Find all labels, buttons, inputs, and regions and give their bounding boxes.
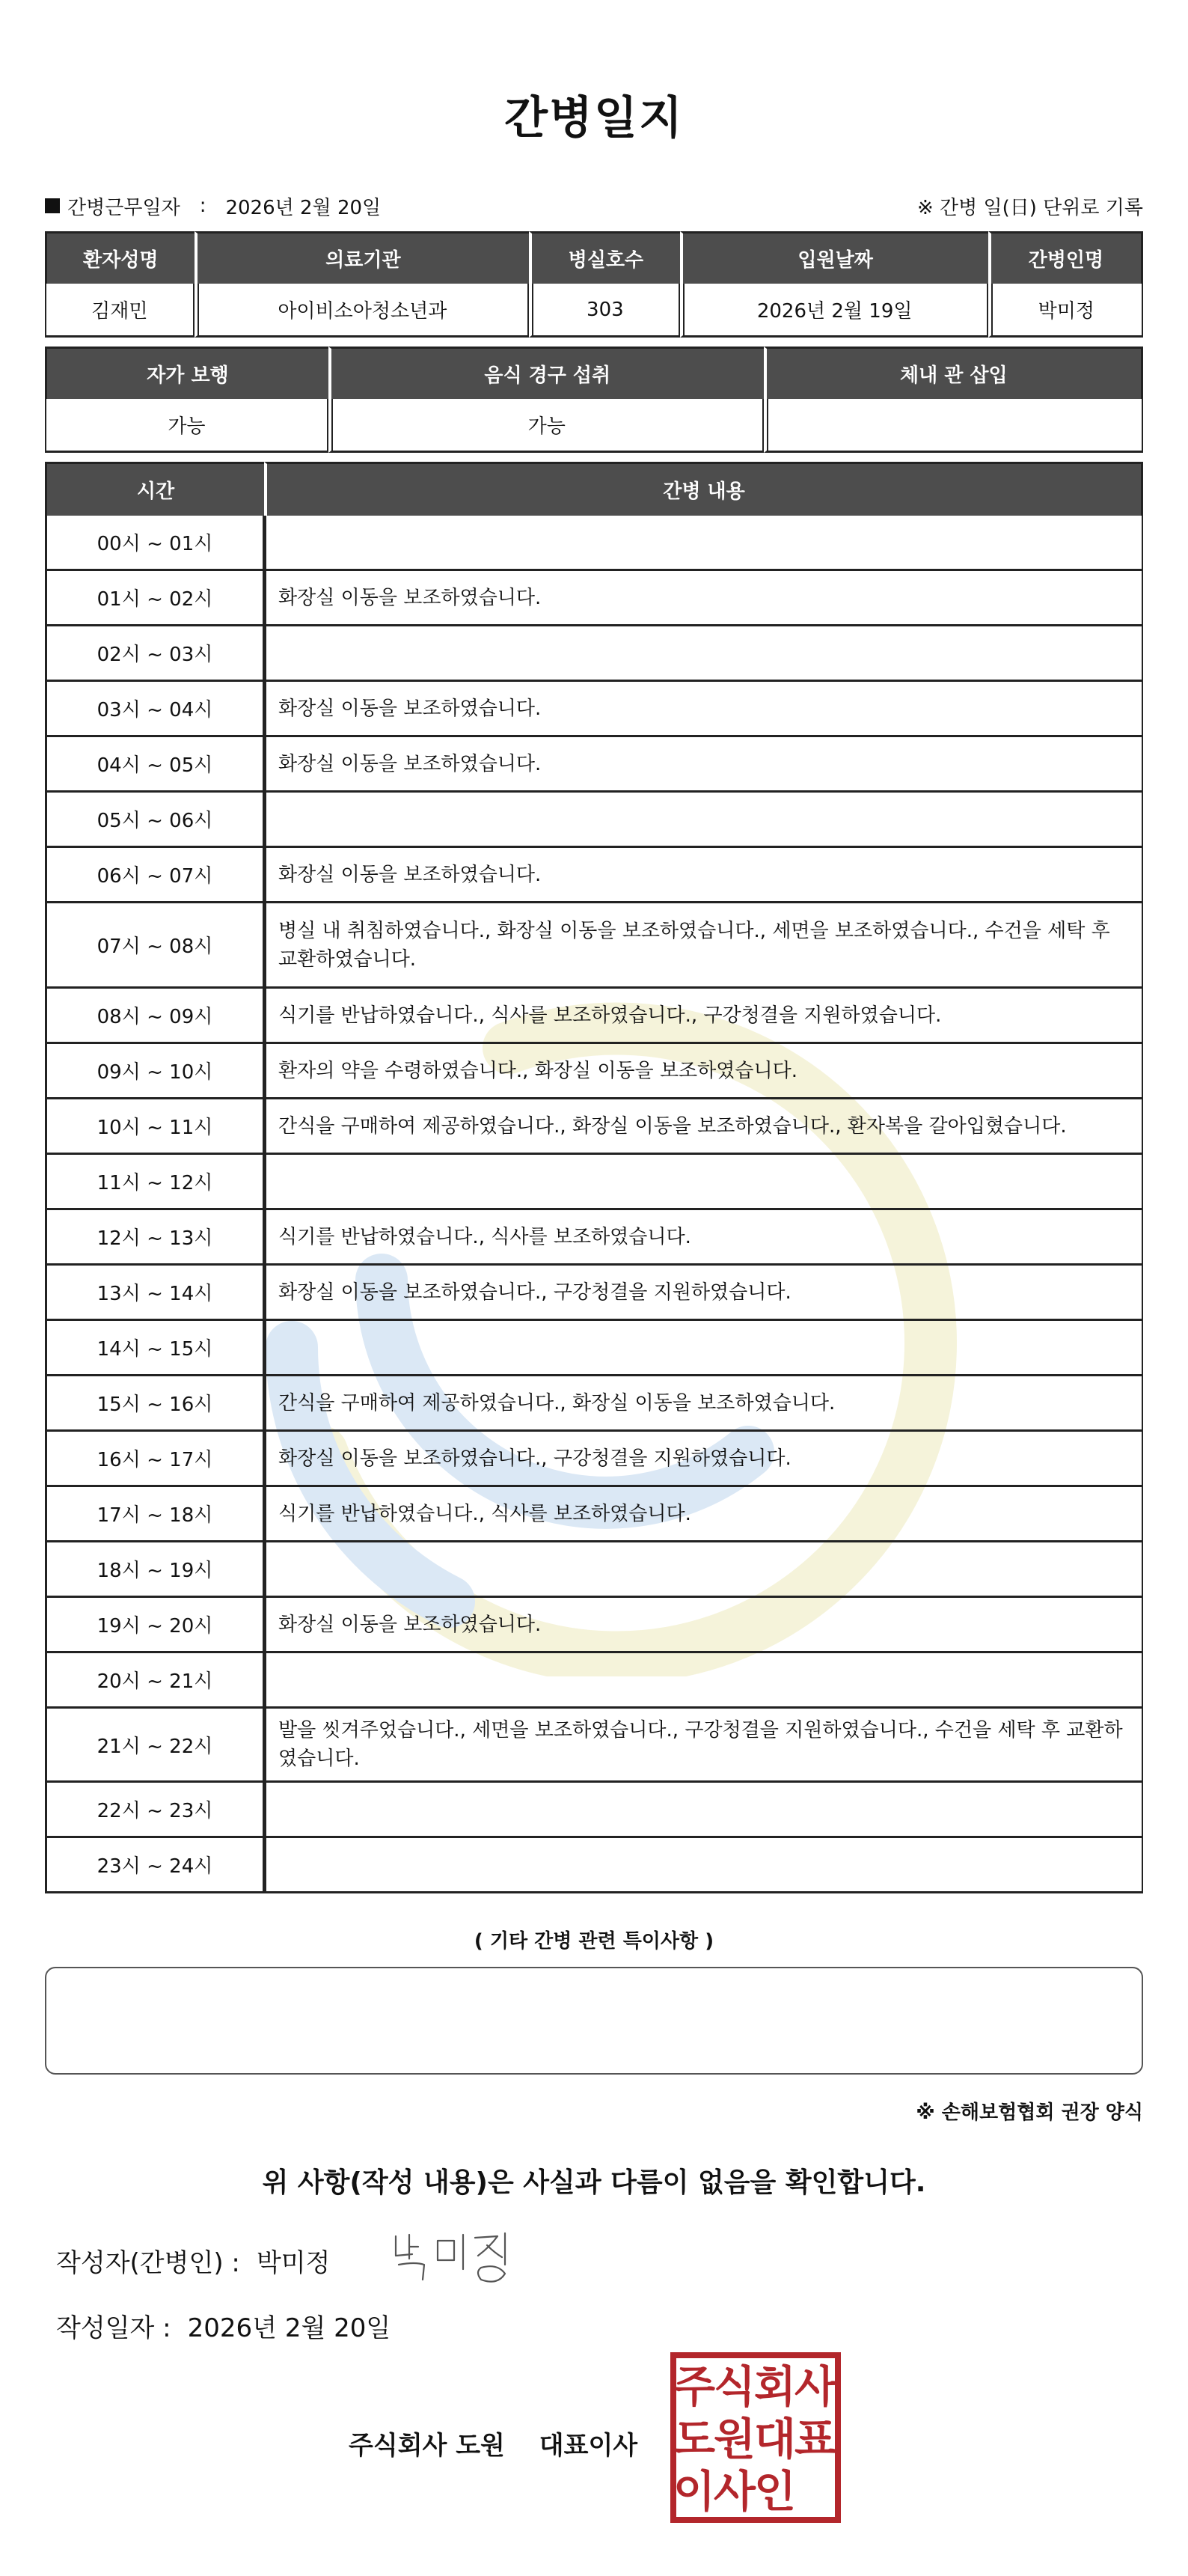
company-ceo-title: 대표이사 <box>539 2431 638 2461</box>
table-row <box>45 682 1143 737</box>
table-row <box>45 1709 1143 1783</box>
record-unit-note: ※ 간병 일(日) 단위로 기록 <box>916 196 1143 219</box>
caregiver-name: 박미정 <box>988 284 1143 338</box>
table-row <box>45 1044 1143 1099</box>
log-time-cell: 02시 ~ 03시 <box>45 626 264 682</box>
seal-glyph: 주 <box>673 2361 716 2412</box>
log-content-cell <box>264 1838 1143 1893</box>
log-time-cell: 18시 ~ 19시 <box>45 1542 264 1598</box>
log-content-cell <box>264 1783 1143 1838</box>
company-name: 주식회사 도원 <box>349 2431 505 2461</box>
table-row <box>45 737 1143 793</box>
table-row <box>45 1542 1143 1598</box>
seal-glyph: 원 <box>713 2414 756 2464</box>
table-row <box>45 1783 1143 1838</box>
meta-separator: : <box>199 195 206 217</box>
log-time-cell: 12시 ~ 13시 <box>45 1210 264 1266</box>
log-content-cell: 화장실 이동을 보조하였습니다., 구강청결을 지원하였습니다. <box>264 1432 1143 1487</box>
header-admission-date: 입원날짜 <box>680 231 988 284</box>
log-content-cell: 화장실 이동을 보조하였습니다. <box>264 682 1143 737</box>
table-row <box>45 1653 1143 1709</box>
log-content-cell <box>264 1653 1143 1709</box>
log-content-cell: 식기를 반납하였습니다., 식사를 보조하였습니다. <box>264 1487 1143 1542</box>
written-date-line <box>56 2307 391 2344</box>
log-content-cell <box>264 1321 1143 1376</box>
meta-row <box>45 191 1143 221</box>
seal-glyph: 대 <box>753 2414 797 2464</box>
seal-glyph: 회 <box>753 2361 797 2412</box>
header-oral-intake: 음식 경구 섭취 <box>328 347 764 399</box>
room-number: 303 <box>529 284 679 338</box>
log-time-cell: 23시 ~ 24시 <box>45 1838 264 1893</box>
author-label: 작성자(간병인) : <box>56 2248 240 2278</box>
log-time-cell: 07시 ~ 08시 <box>45 903 264 989</box>
table-row <box>45 1155 1143 1210</box>
log-time-cell: 17시 ~ 18시 <box>45 1487 264 1542</box>
work-date-value: 2026년 2월 20일 <box>225 196 382 219</box>
author-line <box>56 2242 330 2279</box>
square-bullet-icon <box>45 198 60 213</box>
table-row <box>45 571 1143 626</box>
log-content-cell: 화장실 이동을 보조하였습니다. <box>264 737 1143 793</box>
self-walking-value: 가능 <box>45 399 328 453</box>
recommended-form-note: ※ 손해보험협회 권장 양식 <box>916 2102 1143 2124</box>
log-time-cell: 21시 ~ 22시 <box>45 1709 264 1783</box>
table-row <box>45 1099 1143 1155</box>
page-title: 간병일지 <box>504 92 684 144</box>
log-time-cell: 19시 ~ 20시 <box>45 1598 264 1653</box>
header-time: 시간 <box>45 462 264 516</box>
log-content-cell: 화장실 이동을 보조하였습니다. <box>264 571 1143 626</box>
patient-name: 김재민 <box>45 284 195 338</box>
log-content-cell <box>264 793 1143 848</box>
table-row <box>45 1487 1143 1542</box>
table-row <box>45 1210 1143 1266</box>
log-time-cell: 10시 ~ 11시 <box>45 1099 264 1155</box>
oral-intake-value: 가능 <box>328 399 764 453</box>
table-row <box>45 626 1143 682</box>
log-time-cell: 20시 ~ 21시 <box>45 1653 264 1709</box>
table-row <box>45 793 1143 848</box>
log-time-cell: 22시 ~ 23시 <box>45 1783 264 1838</box>
author-name: 박미정 <box>256 2248 331 2278</box>
log-content-cell: 식기를 반납하였습니다., 식사를 보조하였습니다. <box>264 1210 1143 1266</box>
log-time-cell: 15시 ~ 16시 <box>45 1376 264 1432</box>
log-time-cell: 13시 ~ 14시 <box>45 1266 264 1321</box>
log-content-cell: 화장실 이동을 보조하였습니다., 구강청결을 지원하였습니다. <box>264 1266 1143 1321</box>
seal-glyph: 표 <box>794 2414 837 2464</box>
table-row <box>45 1376 1143 1432</box>
confirmation-statement: 위 사항(작성 내용)은 사실과 다름이 없음을 확인합니다. <box>262 2167 926 2198</box>
care-log-table <box>45 462 1143 1893</box>
table-row <box>45 1598 1143 1653</box>
table-row <box>45 1432 1143 1487</box>
patient-status-table <box>45 347 1143 453</box>
seal-glyph: 도 <box>673 2414 716 2464</box>
special-notes-title: ( 기타 간병 관련 특이사항 ) <box>474 1930 714 1953</box>
seal-glyph: 사 <box>713 2466 756 2517</box>
log-content-cell: 화장실 이동을 보조하였습니다. <box>264 848 1143 903</box>
log-content-cell: 간식을 구매하여 제공하였습니다., 화장실 이동을 보조하였습니다., 환자복을 갈아입혔습니다. <box>264 1099 1143 1155</box>
special-notes-text <box>46 1968 1142 1992</box>
log-content-cell <box>264 516 1143 571</box>
log-time-cell: 09시 ~ 10시 <box>45 1044 264 1099</box>
patient-info-table <box>45 231 1143 338</box>
seal-glyph: 식 <box>713 2361 756 2412</box>
company-seal-stamp <box>670 2352 841 2523</box>
header-care-content: 간병 내용 <box>264 462 1143 516</box>
log-time-cell: 00시 ~ 01시 <box>45 516 264 571</box>
table-row <box>45 1321 1143 1376</box>
written-date-value: 2026년 2월 20일 <box>187 2313 391 2343</box>
tube-insertion-value <box>764 399 1143 453</box>
seal-glyph: 이 <box>673 2466 716 2517</box>
log-content-cell <box>264 1542 1143 1598</box>
log-time-cell: 04시 ~ 05시 <box>45 737 264 793</box>
table-row <box>45 848 1143 903</box>
log-time-cell: 06시 ~ 07시 <box>45 848 264 903</box>
header-caregiver-name: 간병인명 <box>988 231 1143 284</box>
work-date-label: 간병근무일자 <box>67 196 180 219</box>
log-time-cell: 16시 ~ 17시 <box>45 1432 264 1487</box>
table-row <box>45 903 1143 989</box>
log-content-cell <box>264 626 1143 682</box>
seal-glyph: 인 <box>753 2466 797 2517</box>
header-tube-insertion: 체내 관 삽입 <box>764 347 1143 399</box>
special-notes-box <box>45 1967 1143 2075</box>
log-content-cell: 발을 씻겨주었습니다., 세면을 보조하였습니다., 구강청결을 지원하였습니다., 수건을 세탁 후 교환하였습니다. <box>264 1709 1143 1783</box>
table-row <box>45 1838 1143 1893</box>
admission-date: 2026년 2월 19일 <box>680 284 988 338</box>
log-time-cell: 03시 ~ 04시 <box>45 682 264 737</box>
log-content-cell: 간식을 구매하여 제공하였습니다., 화장실 이동을 보조하였습니다. <box>264 1376 1143 1432</box>
header-self-walking: 자가 보행 <box>45 347 328 399</box>
log-content-cell: 환자의 약을 수령하였습니다., 화장실 이동을 보조하였습니다. <box>264 1044 1143 1099</box>
written-date-label: 작성일자 : <box>56 2313 171 2343</box>
log-time-cell: 14시 ~ 15시 <box>45 1321 264 1376</box>
log-content-cell: 화장실 이동을 보조하였습니다. <box>264 1598 1143 1653</box>
log-content-cell: 병실 내 취침하였습니다., 화장실 이동을 보조하였습니다., 세면을 보조하였습니다., 수건을 세탁 후 교환하였습니다. <box>264 903 1143 989</box>
hospital-name: 아이비소아청소년과 <box>195 284 530 338</box>
log-time-cell: 05시 ~ 06시 <box>45 793 264 848</box>
handwritten-signature <box>385 2221 520 2296</box>
table-row <box>45 516 1143 571</box>
seal-glyph: 사 <box>794 2361 837 2412</box>
log-content-cell: 식기를 반납하였습니다., 식사를 보조하였습니다., 구강청결을 지원하였습니다. <box>264 989 1143 1044</box>
log-content-cell <box>264 1155 1143 1210</box>
company-line <box>349 2425 637 2461</box>
header-room: 병실호수 <box>529 231 679 284</box>
header-patient-name: 환자성명 <box>45 231 195 284</box>
table-row <box>45 989 1143 1044</box>
log-time-cell: 01시 ~ 02시 <box>45 571 264 626</box>
header-hospital: 의료기관 <box>195 231 530 284</box>
log-time-cell: 11시 ~ 12시 <box>45 1155 264 1210</box>
table-row <box>45 1266 1143 1321</box>
log-time-cell: 08시 ~ 09시 <box>45 989 264 1044</box>
